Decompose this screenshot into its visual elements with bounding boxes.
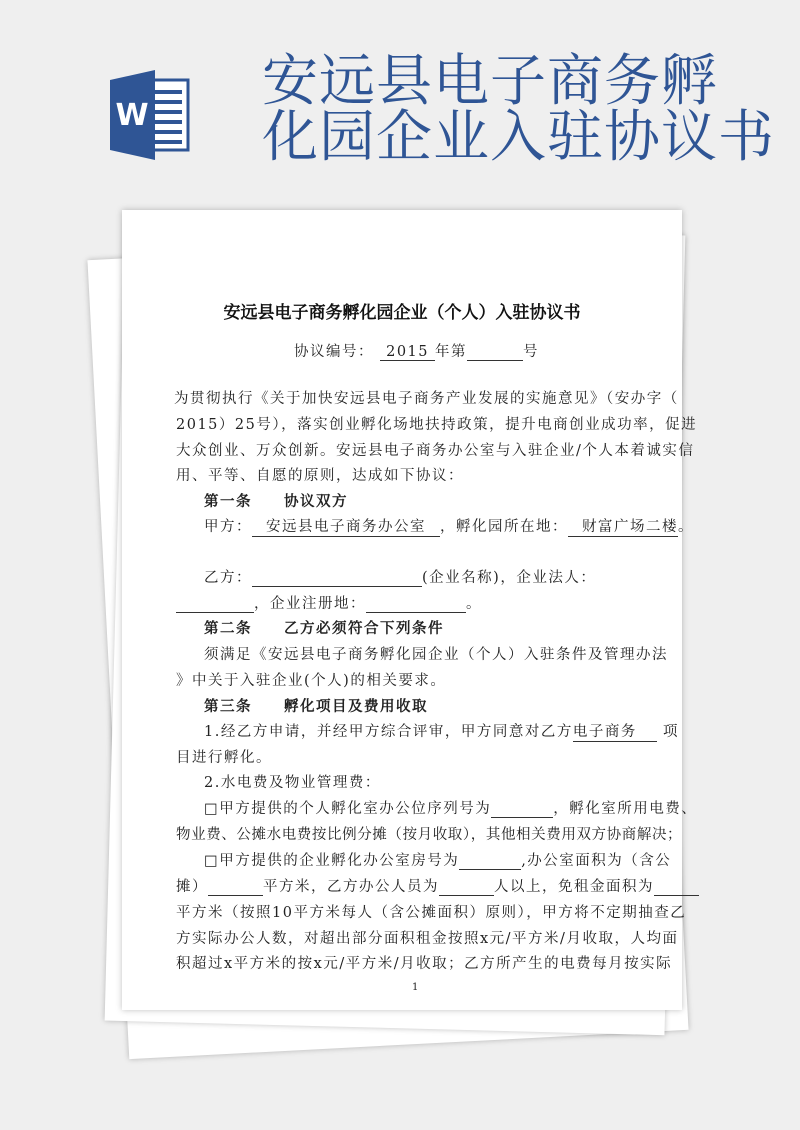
option-1-line: □甲方提供的个人孵化室办公位序列号为 ，孵化室所用电费、: [204, 801, 698, 817]
item-2-line: 2.水电费及物业管理费：: [204, 775, 381, 791]
option-1-cont: 物业费、公摊水电费按比例分摊（按月收取），其他相关费用双方协商解决；: [176, 827, 683, 843]
option-2-cont: 平方米（按照10平方米每人（含公摊面积）原则），甲方将不定期抽查乙: [176, 905, 687, 921]
intro-line: 2015）25号），落实创业孵化场地扶持政策，提升电商创业成功率，促进: [176, 417, 698, 433]
option-2-cont: 方实际办公人数，对超出部分面积租金按照x元/平方米/月收取，人均面: [176, 931, 679, 947]
document-page: [122, 210, 698, 1010]
party-b-reg-line: ，企业注册地： 。: [176, 592, 482, 613]
party-a-line: 甲方： 安远县电子商务办公室 ，孵化园所在地： 财富广场二楼。: [204, 515, 694, 537]
agreement-number: 协议编号： 2015 年第 号: [294, 344, 540, 360]
item-1-cont: 目进行孵化。: [176, 750, 272, 766]
article-2-heading: 第二条 乙方必须符合下列条件: [204, 620, 444, 637]
header-title-line1: 安远县电子商务孵: [262, 49, 718, 114]
header-title-line2: 化园企业入驻协议书: [262, 105, 775, 170]
intro-line: 大众创业、万众创新。安远县电子商务办公室与入驻企业/个人本着诚实信: [176, 443, 695, 459]
article-2-text: 》中关于入驻企业(个人)的相关要求。: [176, 673, 447, 689]
intro-line: 用、平等、自愿的原则，达成如下协议：: [176, 468, 464, 484]
doc-title: 安远县电子商务孵化园企业（个人）入驻协议书: [223, 303, 581, 323]
item-1-line: 1.经乙方申请，并经甲方综合评审，甲方同意对乙方电子商务 项: [204, 720, 679, 742]
option-2-cont: 摊） 平方米，乙方办公人员为 人以上，免租金面积为: [176, 875, 699, 896]
word-logo-icon: [110, 70, 190, 160]
svg-text:W: W: [115, 98, 149, 133]
page-number: 1: [412, 982, 420, 993]
option-2-cont: 积超过x平方米的按x元/平方米/月收取；乙方所产生的电费每月按实际: [176, 956, 673, 972]
party-b-line: 乙方： (企业名称)，企业法人：: [204, 570, 597, 586]
header-title: [262, 49, 775, 170]
option-2-line: □甲方提供的企业孵化办公室房号为 ,办公室面积为（含公: [204, 853, 672, 869]
article-1-heading: 第一条 协议双方: [204, 493, 348, 510]
article-3-heading: 第三条 孵化项目及费用收取: [204, 698, 428, 715]
intro-line: 为贯彻执行《关于加快安远县电子商务产业发展的实施意见》（安办字（: [174, 391, 679, 407]
article-2-text: 须满足《安远县电子商务孵化园企业（个人）入驻条件及管理办法: [204, 647, 668, 663]
